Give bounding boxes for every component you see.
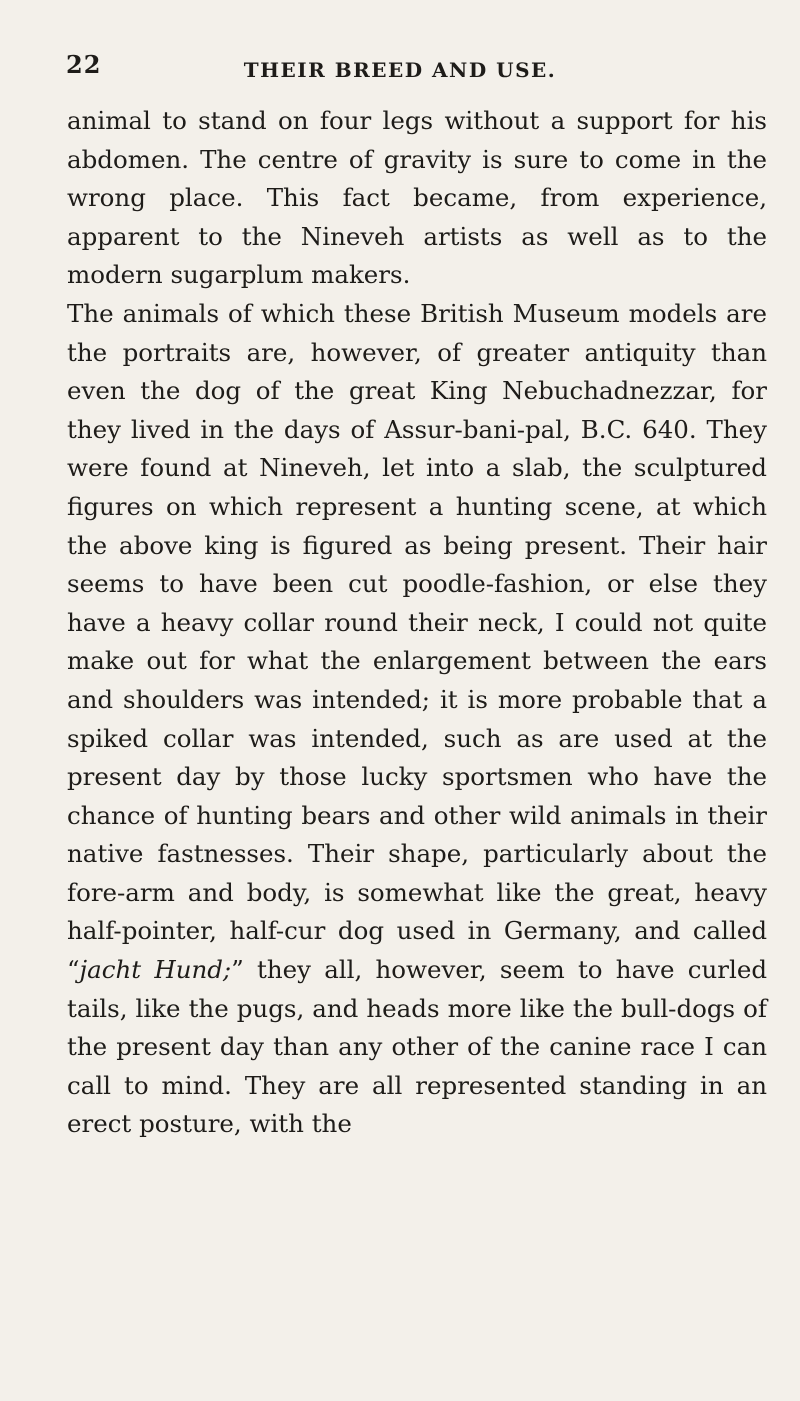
- paragraph-1: animal to stand on four legs without a support for his abdomen. The centre of gravity is sure to come in the wrong place. This fact became, from experience, apparent to the Nineveh artists as well as to the modern sugarplum makers.: [67, 106, 767, 290]
- running-title: THEIR BREED AND USE.: [243, 58, 557, 82]
- paragraph-2-text-after: ” they all, however, seem to have curled tails, like the pugs, and heads more like the bull-dogs of the present day than any other of the canine race I can call to mind. They are all represented standing in an erect posture, with the: [67, 955, 768, 1139]
- paragraph-2: [67, 295, 767, 1144]
- italic-phrase: jacht Hund;: [79, 955, 232, 985]
- page-number: 22: [66, 50, 102, 79]
- body-text: [67, 102, 767, 1144]
- paragraph-2-text-before: The animals of which these British Museum models are the portraits are, however, of greater antiquity than even the dog of the great King Nebuchadnezzar, for they lived in the days of Assur-bani-pal, B.C. 640. They were found at Nineveh, let into a slab, the sculptured figures on which represent a hunting scene, at which the above king is figured as being present. Their hair seems to have been cut poodle-fashion, or else they have a heavy collar round their neck, I could not quite make out for what the enlargement between the ears and shoulders was intended; it is more probable that a spiked collar was intended, such as are used at the present day by those lucky sportsmen who have the chance of hunting bears and other wild animals in their native fastnesses. Their shape, particularly about the fore-arm and body, is somewhat like the great, heavy half-pointer, half-cur dog used in Germany, and called “: [67, 298, 767, 985]
